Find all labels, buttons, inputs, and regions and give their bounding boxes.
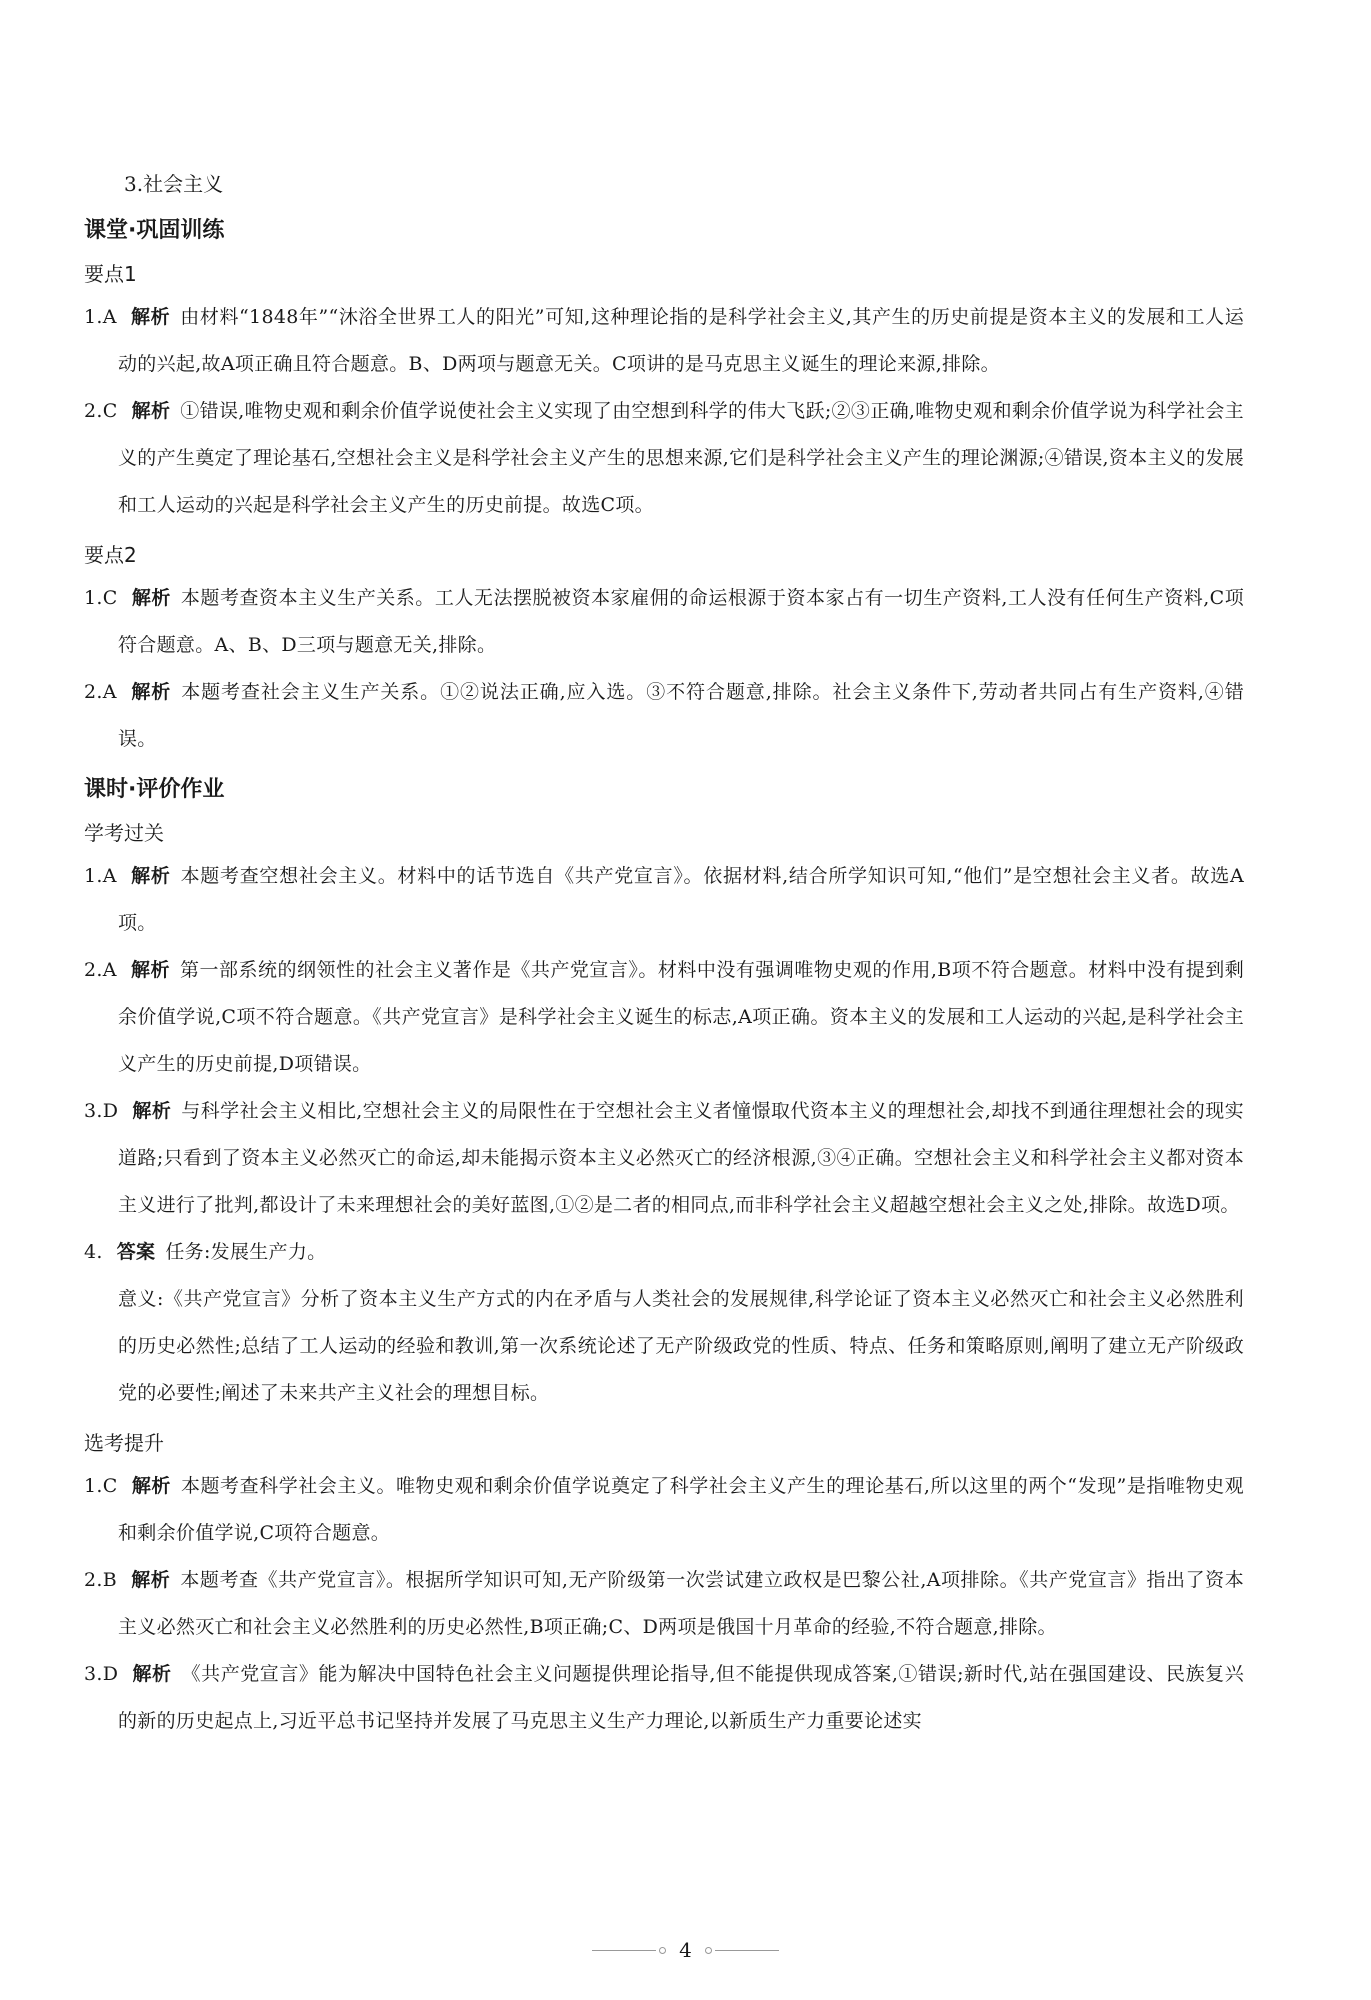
item-keyword: 答案 [116,1241,156,1263]
answer-paragraph: 意义:《共产党宣言》分析了资本主义生产方式的内在矛盾与人类社会的发展规律,科学论证了资本主义必然灭亡和社会主义必然胜利的历史必然性;总结了工人运动的经验和教训,第一次系统论述了无产阶级政党的性质、特点、任务和策略原则,阐明了建立无产阶级政党的必要性;阐述了未来共产主义社会的理想目标。 [118,1288,1244,1404]
answer-item [84,1088,1244,1229]
answer-item [84,669,1244,763]
item-keyword: 解析 [132,1663,172,1685]
item-keyword: 解析 [131,1569,171,1591]
answer-item [84,388,1244,529]
answer-item [84,853,1244,947]
page-footer [0,1938,1371,1962]
page-number: 4 [679,1938,692,1962]
item-text: 第一部系统的纲领性的社会主义著作是《共产党宣言》。材料中没有强调唯物史观的作用,B项不符合题意。材料中没有提到剩余价值学说,C项不符合题意。《共产党宣言》是科学社会主义诞生的标志,A项正确。资本主义的发展和工人运动的兴起,是科学社会主义产生的历史前提,D项错误。 [118,959,1244,1075]
subsection-title: 选考提升 [84,1431,164,1455]
item-number: 1.A [84,865,117,887]
footer-dot-right [705,1947,712,1954]
item-text: 本题考查社会主义生产关系。①②说法正确,应入选。③不符合题意,排除。社会主义条件下,劳动者共同占有生产资料,④错误。 [118,681,1244,750]
answer-item [84,294,1244,388]
item-text: 本题考查空想社会主义。材料中的话节选自《共产党宣言》。依据材料,结合所学知识可知,“他们”是空想社会主义者。故选A项。 [118,865,1244,934]
item-text: 《共产党宣言》能为解决中国特色社会主义问题提供理论指导,但不能提供现成答案,①错误;新时代,站在强国建设、民族复兴的新的历史起点上,习近平总书记坚持并发展了马克思主义生产力理论,以新质生产力重要论述实 [118,1663,1244,1732]
answer-item [84,1651,1244,1745]
item-number: 1.C [84,587,118,609]
item-keyword: 解析 [130,306,171,328]
item-number: 2.A [84,681,117,703]
item-number: 1.C [84,1475,118,1497]
section-title: 课堂·巩固训练 [84,218,225,243]
top-item: 3.社会主义 [124,172,224,196]
item-keyword: 解析 [131,587,171,609]
subsection-title: 要点2 [84,543,137,567]
item-text: 与科学社会主义相比,空想社会主义的局限性在于空想社会主义者憧憬取代资本主义的理想社会,却找不到通往理想社会的现实道路;只看到了资本主义必然灭亡的命运,却未能揭示资本主义必然灭亡的经济根源,③④正确。空想社会主义和科学社会主义都对资本主义进行了批判,都设计了未来理想社会的美好蓝图,①②是二者的相同点,而非科学社会主义超越空想社会主义之处,排除。故选D项。 [118,1100,1244,1216]
item-text: 本题考查资本主义生产关系。工人无法摆脱被资本家雇佣的命运根源于资本家占有一切生产资料,工人没有任何生产资料,C项符合题意。A、B、D三项与题意无关,排除。 [118,587,1244,656]
footer-rule-right [715,1950,779,1951]
item-text: 本题考查《共产党宣言》。根据所学知识可知,无产阶级第一次尝试建立政权是巴黎公社,A项排除。《共产党宣言》指出了资本主义必然灭亡和社会主义必然胜利的历史必然性,B项正确;C、D两项是俄国十月革命的经验,不符合题意,排除。 [118,1569,1244,1638]
section-title: 课时·评价作业 [84,777,225,802]
content [84,168,1244,1745]
item-number: 4. [84,1241,103,1263]
item-number: 2.A [84,959,117,981]
item-text: 本题考查科学社会主义。唯物史观和剩余价值学说奠定了科学社会主义产生的理论基石,所以这里的两个“发现”是指唯物史观和剩余价值学说,C项符合题意。 [118,1475,1244,1544]
footer-rule-left [592,1950,656,1951]
item-number: 2.B [84,1569,117,1591]
item-keyword: 解析 [131,1475,171,1497]
subsection-title: 要点1 [84,262,137,286]
answer-item [84,1463,1244,1557]
footer-dot-left [659,1947,666,1954]
item-number: 3.D [84,1663,119,1685]
item-keyword: 解析 [130,681,172,703]
item-text: 由材料“1848年”“沐浴全世界工人的阳光”可知,这种理论指的是科学社会主义,其产生的历史前提是资本主义的发展和工人运动的兴起,故A项正确且符合题意。B、D两项与题意无关。C项讲的是马克思主义诞生的理论来源,排除。 [118,306,1244,375]
item-number: 3.D [84,1100,119,1122]
answer-item [84,1229,1244,1276]
item-keyword: 解析 [130,865,171,887]
subsection-title: 学考过关 [84,821,164,845]
answer-item [84,947,1244,1088]
item-text: 任务:发展生产力。 [165,1241,327,1263]
item-keyword: 解析 [130,959,170,981]
item-keyword: 解析 [131,400,171,422]
item-number: 1.A [84,306,117,328]
item-keyword: 解析 [132,1100,172,1122]
item-text: ①错误,唯物史观和剩余价值学说使社会主义实现了由空想到科学的伟大飞跃;②③正确,唯物史观和剩余价值学说为科学社会主义的产生奠定了理论基石,空想社会主义是科学社会主义产生的思想来源,它们是科学社会主义产生的理论渊源;④错误,资本主义的发展和工人运动的兴起是科学社会主义产生的历史前提。故选C项。 [118,400,1244,516]
answer-item [84,575,1244,669]
answer-item [84,1557,1244,1651]
item-number: 2.C [84,400,118,422]
